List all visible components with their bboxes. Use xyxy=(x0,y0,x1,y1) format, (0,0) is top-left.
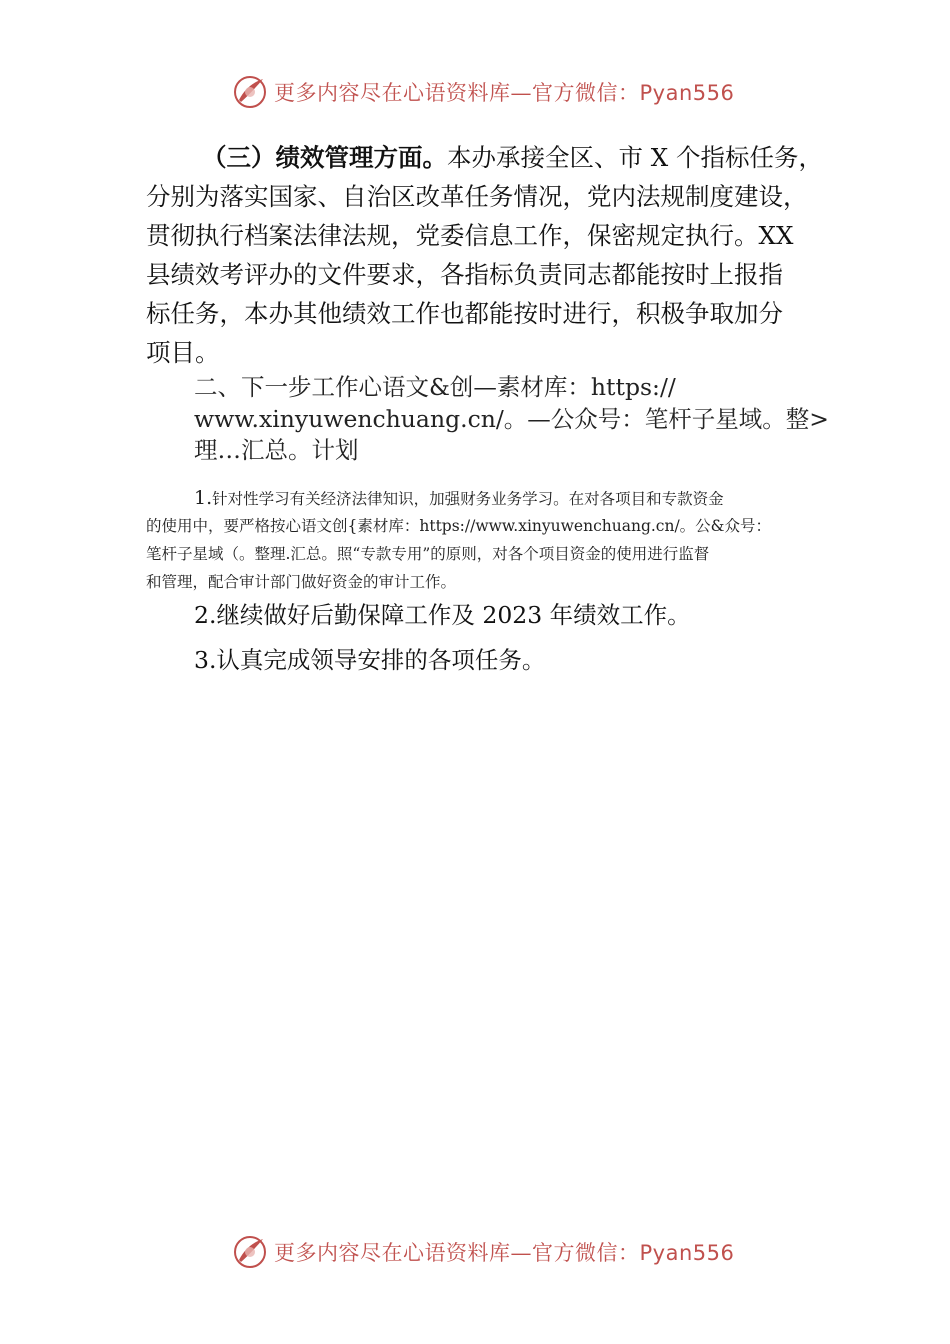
item1-line-3: 和管理，配合审计部门做好资金的审计工作。 xyxy=(146,573,457,591)
section-first-line xyxy=(146,138,823,177)
item1-line-2: 笔杆子星域（。整理.汇总。照“专款专用”的原则，对各个项目资金的使用进行监督 xyxy=(146,545,710,563)
watermark-handle: Pyan556 xyxy=(639,81,735,105)
watermark-banner-bottom xyxy=(232,1230,752,1274)
section-line-0: 本办承接全区、市 X 个指标任务， xyxy=(447,143,824,172)
watermark-banner-top xyxy=(232,70,752,114)
watermark-text xyxy=(274,77,734,107)
section-performance-management xyxy=(146,138,823,372)
item1-number: 1. xyxy=(194,487,213,509)
watermark-handle: Pyan556 xyxy=(639,1241,735,1265)
next-steps-line-2: 理…汇总。计划 xyxy=(194,436,359,464)
watermark-text xyxy=(274,1237,734,1267)
item1-first-line xyxy=(146,484,771,512)
section-line-2: 贯彻执行档案法律法规，党委信息工作，保密规定执行。XX xyxy=(146,221,794,250)
watermark-slogan: 更多内容尽在心语资料库—官方微信： xyxy=(274,81,640,105)
plan-item-3: 3.认真完成领导安排的各项任务。 xyxy=(194,646,546,674)
section-line-5: 项目。 xyxy=(146,338,220,367)
next-steps-line-1: www.xinyuwenchuang.cn/。—公众号：笔杆子星域。整> xyxy=(194,404,829,433)
item1-line-1: 的使用中，要严格按心语文创{素材库：https://www.xinyuwenchuang.cn/。公&众号： xyxy=(146,517,771,535)
next-steps-heading xyxy=(194,372,829,467)
section-line-4: 标任务，本办其他绩效工作也都能按时进行，积极争取加分 xyxy=(146,299,783,328)
item1-line-0: 针对性学习有关经济法律知识，加强财务业务学习。在对各项目和专款资金 xyxy=(212,490,724,508)
plan-item-1 xyxy=(146,484,771,596)
quill-logo-icon xyxy=(232,1234,268,1270)
section-heading: （三）绩效管理方面。 xyxy=(202,143,447,172)
quill-logo-icon xyxy=(232,74,268,110)
section-line-3: 县绩效考评办的文件要求，各指标负责同志都能按时上报指 xyxy=(146,260,783,289)
next-steps-line-0: 二、下一步工作心语文&创—素材库：https:// xyxy=(194,373,676,401)
watermark-slogan: 更多内容尽在心语资料库—官方微信： xyxy=(274,1241,640,1265)
section-line-1: 分别为落实国家、自治区改革任务情况，党内法规制度建设， xyxy=(146,182,808,211)
plan-item-2: 2.继续做好后勤保障工作及 2023 年绩效工作。 xyxy=(194,601,691,629)
